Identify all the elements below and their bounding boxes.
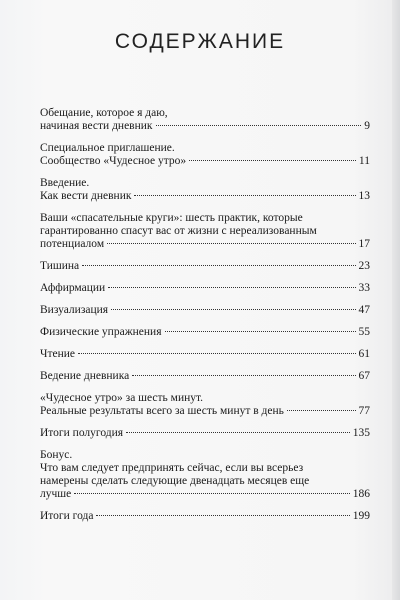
toc-page-number: 9 bbox=[364, 120, 370, 132]
toc-page-number: 13 bbox=[358, 190, 370, 202]
toc-entry[interactable] bbox=[40, 282, 370, 295]
toc-page-number: 23 bbox=[358, 260, 370, 272]
toc-entry-last-line bbox=[40, 427, 370, 440]
toc-entry[interactable] bbox=[40, 370, 370, 383]
toc-entry[interactable] bbox=[40, 510, 370, 523]
toc-page-number: 33 bbox=[358, 282, 370, 294]
toc-page-number: 47 bbox=[358, 304, 370, 316]
toc-entry-last-line bbox=[40, 370, 370, 383]
toc-entry[interactable] bbox=[40, 392, 370, 418]
toc-entry[interactable] bbox=[40, 449, 370, 501]
toc-entry-title-line: гарантированно спасут вас от жизни с нереализованным bbox=[40, 225, 317, 237]
toc-entry-last-line bbox=[40, 510, 370, 523]
toc-page-number: 17 bbox=[358, 238, 370, 250]
toc-entry-title-line: Специальное приглашение. bbox=[40, 142, 175, 154]
toc-entry-title-line: Физические упражнения bbox=[40, 326, 162, 338]
toc-entry-title-line: «Чудесное утро» за шесть минут. bbox=[40, 392, 204, 404]
toc-entry[interactable] bbox=[40, 348, 370, 361]
toc-entry-last-line bbox=[40, 348, 370, 361]
dot-leader bbox=[78, 353, 355, 354]
dot-leader bbox=[134, 195, 355, 196]
toc-entry-title-line: Ваши «спасательные круги»: шесть практик, которые bbox=[40, 212, 303, 224]
page-edge-shadow bbox=[392, 0, 400, 600]
dot-leader bbox=[82, 265, 355, 266]
toc-page-number: 61 bbox=[358, 348, 370, 360]
toc-entry-title-line: намерены сделать следующие двенадцать месяцев еще bbox=[40, 475, 310, 487]
toc-page-number: 67 bbox=[358, 370, 370, 382]
toc-entry-title-line: Итоги года bbox=[40, 510, 94, 522]
toc-page-number: 186 bbox=[352, 488, 370, 500]
toc-entry-last-line bbox=[40, 488, 370, 501]
toc-entry[interactable] bbox=[40, 304, 370, 317]
toc-page-number: 135 bbox=[352, 427, 370, 439]
toc-entry[interactable] bbox=[40, 212, 370, 251]
dot-leader bbox=[132, 375, 355, 376]
dot-leader bbox=[107, 243, 355, 244]
toc-entry-title-line: Как вести дневник bbox=[40, 190, 132, 202]
dot-leader bbox=[96, 515, 349, 516]
toc-entry[interactable] bbox=[40, 142, 370, 168]
toc-page-number: 77 bbox=[358, 405, 370, 417]
toc-entry-last-line bbox=[40, 304, 370, 317]
table-of-contents bbox=[40, 107, 370, 532]
toc-entry-last-line bbox=[40, 405, 370, 418]
dot-leader bbox=[287, 410, 356, 411]
toc-entry-title-line: лучше bbox=[40, 488, 72, 500]
toc-entry[interactable] bbox=[40, 260, 370, 273]
toc-entry-last-line bbox=[40, 155, 370, 168]
toc-entry-title-line: Реальные результаты всего за шесть минут в день bbox=[40, 405, 284, 417]
toc-entry[interactable] bbox=[40, 177, 370, 203]
toc-entry-title-line: Сообщество «Чудесное утро» bbox=[40, 155, 187, 167]
toc-entry-title-line: Итоги полугодия bbox=[40, 427, 124, 439]
toc-entry-last-line bbox=[40, 282, 370, 295]
dot-leader bbox=[126, 432, 350, 433]
toc-entry[interactable] bbox=[40, 107, 370, 133]
toc-entry-title-line: Обещание, которое я даю, bbox=[40, 107, 168, 119]
toc-entry-last-line bbox=[40, 326, 370, 339]
toc-entry-title-line: потенциалом bbox=[40, 238, 105, 250]
toc-page-number: 55 bbox=[358, 326, 370, 338]
dot-leader bbox=[111, 309, 355, 310]
toc-entry-title-line: Визуализация bbox=[40, 304, 109, 316]
dot-leader bbox=[189, 160, 356, 161]
toc-entry-last-line bbox=[40, 260, 370, 273]
dot-leader bbox=[74, 493, 350, 494]
toc-entry-title-line: Чтение bbox=[40, 348, 76, 360]
toc-entry-last-line bbox=[40, 238, 370, 251]
toc-page-number: 11 bbox=[358, 155, 370, 167]
page-title: СОДЕРЖАНИЕ bbox=[114, 30, 286, 53]
toc-entry-title-line: Аффирмации bbox=[40, 282, 106, 294]
toc-entry-title-line: Что вам следует предпринять сейчас, если вы всерьез bbox=[40, 462, 304, 474]
toc-entry-title-line: Введение. bbox=[40, 177, 90, 189]
toc-entry-title-line: Бонус. bbox=[40, 449, 73, 461]
toc-entry-title-line: Тишина bbox=[40, 260, 80, 272]
toc-entry[interactable] bbox=[40, 427, 370, 440]
toc-entry-title-line: начиная вести дневник bbox=[40, 120, 153, 132]
toc-page-number: 199 bbox=[352, 510, 370, 522]
toc-entry-title-line: Ведение дневника bbox=[40, 370, 130, 382]
dot-leader bbox=[108, 287, 355, 288]
toc-entry-last-line bbox=[40, 120, 370, 133]
toc-entry-last-line bbox=[40, 190, 370, 203]
toc-entry[interactable] bbox=[40, 326, 370, 339]
dot-leader bbox=[156, 125, 362, 126]
dot-leader bbox=[165, 331, 356, 332]
